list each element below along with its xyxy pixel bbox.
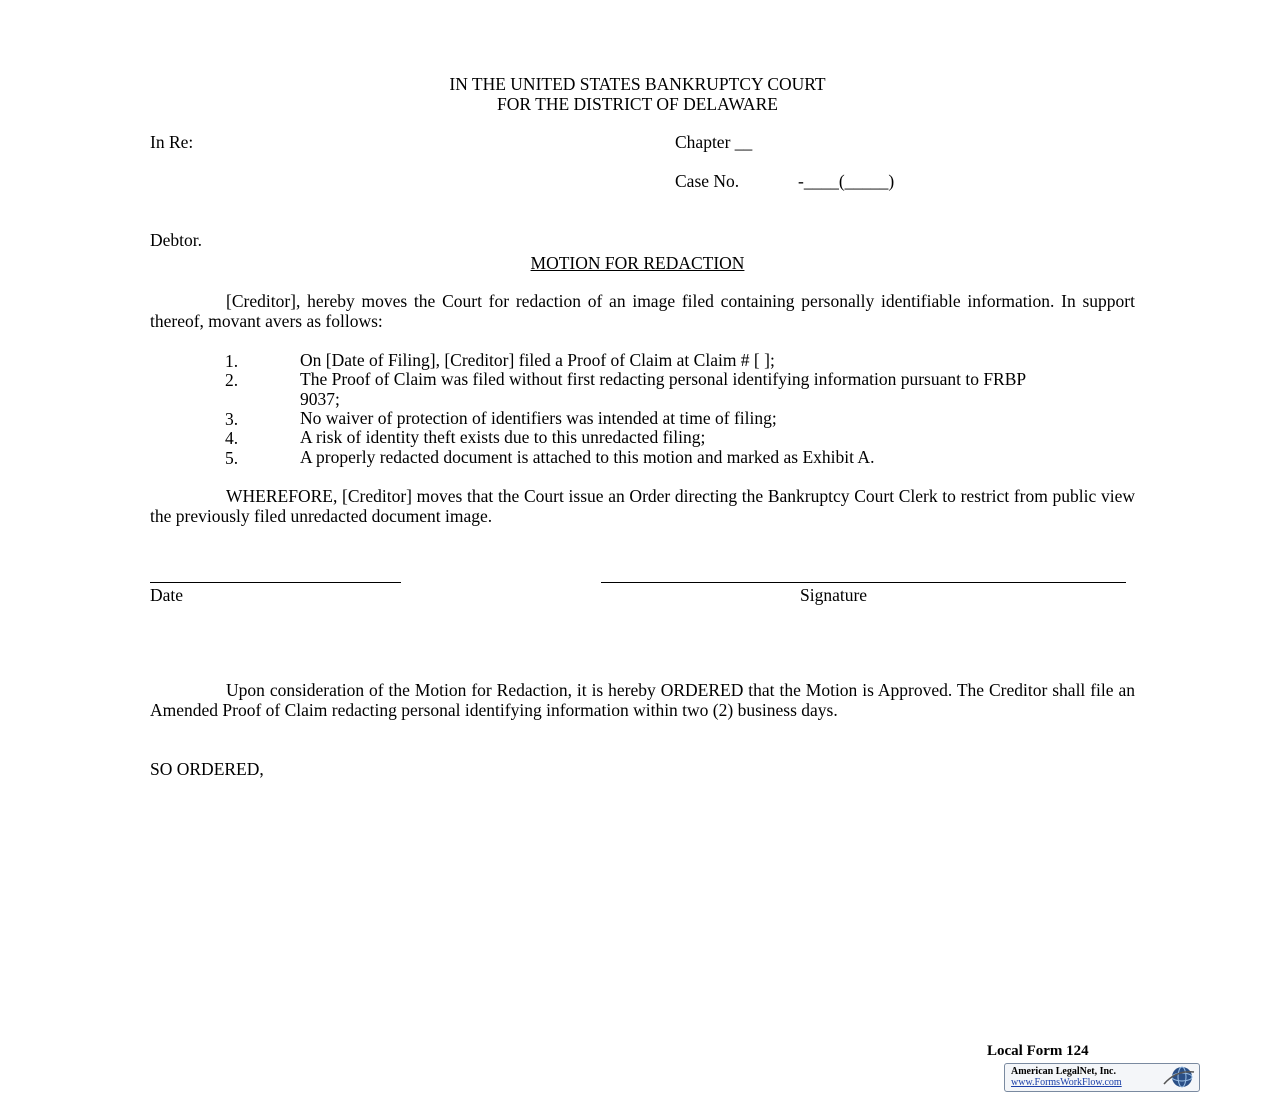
- item-number: 5.: [225, 448, 239, 468]
- signature-line: [601, 582, 1126, 583]
- chapter-field: Chapter __: [675, 132, 753, 152]
- item-number: 1.: [225, 351, 239, 371]
- item-number: 4.: [225, 428, 239, 448]
- item-text: The Proof of Claim was filed without first redacting personal identifying information pursuant to FRBP 9037;: [300, 369, 1026, 409]
- item-number: 3.: [225, 409, 239, 429]
- motion-intro-text: [Creditor], hereby moves the Court for redaction of an image filed containing personally identifiable information. In support thereof, movant avers as follows:: [150, 291, 1135, 331]
- motion-intro-paragraph: [150, 292, 1135, 331]
- form-number: Local Form 124: [987, 1043, 1089, 1059]
- item-text: A risk of identity theft exists due to this unredacted filing;: [300, 427, 706, 447]
- case-no-label: Case No.: [675, 171, 740, 191]
- item-number: 2.: [225, 370, 239, 390]
- signature-label: Signature: [800, 585, 868, 605]
- case-no-field: -____(_____): [798, 171, 895, 191]
- date-line: [150, 582, 401, 583]
- court-name-line1: IN THE UNITED STATES BANKRUPTCY COURT: [449, 74, 826, 94]
- in-re-label: In Re:: [150, 132, 194, 152]
- wherefore-text: WHEREFORE, [Creditor] moves that the Court issue an Order directing the Bankruptcy Court Clerk to restrict from public view the previously filed unredacted document image.: [150, 486, 1135, 526]
- court-name-line2: FOR THE DISTRICT OF DELAWARE: [497, 94, 778, 114]
- wherefore-paragraph: [150, 487, 1135, 526]
- date-label: Date: [150, 585, 184, 605]
- debtor-label: Debtor.: [150, 230, 203, 250]
- publisher-logo[interactable]: [1004, 1063, 1200, 1092]
- motion-title: MOTION FOR REDACTION: [530, 253, 745, 273]
- publisher-name: American LegalNet, Inc.: [1011, 1066, 1116, 1077]
- item-text: On [Date of Filing], [Creditor] filed a Proof of Claim at Claim # [ ];: [300, 350, 775, 370]
- globe-icon: [1162, 1066, 1196, 1088]
- so-ordered: SO ORDERED,: [150, 759, 264, 779]
- publisher-link[interactable]: www.FormsWorkFlow.com: [1011, 1077, 1122, 1088]
- order-paragraph: [150, 681, 1135, 720]
- item-text: A properly redacted document is attached to this motion and marked as Exhibit A.: [300, 447, 875, 467]
- order-text: Upon consideration of the Motion for Redaction, it is hereby ORDERED that the Motion is Approved. The Creditor shall file an Amended Proof of Claim redacting personal identifying information within two (2) business days.: [150, 680, 1135, 720]
- item-text: No waiver of protection of identifiers was intended at time of filing;: [300, 408, 777, 428]
